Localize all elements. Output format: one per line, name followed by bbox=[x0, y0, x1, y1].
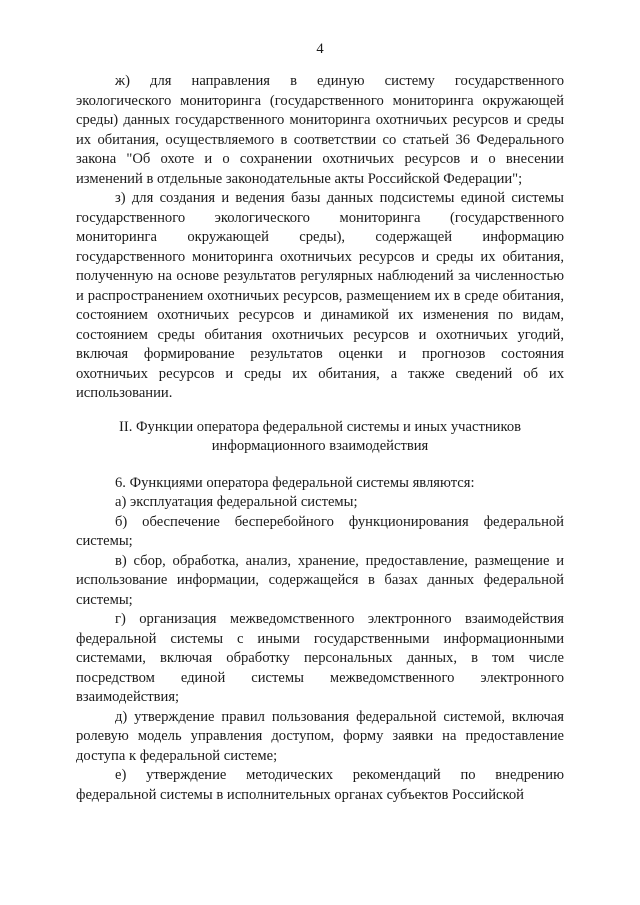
list-item-a: а) эксплуатация федеральной системы; bbox=[115, 494, 358, 510]
list-item-e: е) утверждение методических рекомендаций по внедрению федеральной системы в исполнительных органах субъектов Российской bbox=[76, 767, 564, 803]
paragraph-6: 6. Функциями оператора федеральной системы являются: bbox=[115, 474, 475, 491]
paragraph-z: з) для создания и ведения базы данных подсистемы единой системы государственного экологического мониторинга (государственного мониторинга окружающей среды), содержащей информацию государственного мониторинга охотничьих ресурсов и среды их обитания, полученную на основе результатов регулярных наблюдений за численностью и распространением охотничьих ресурсов, размещением их в среде обитания, состоянием охотничьих ресурсов и динамикой их изменения по видам, состоянием среды обитания охотничьих ресурсов и охотничьих угодий, включая формирование результатов оценки и прогнозов состояния охотничьих ресурсов и среды их обитания, а также сведений об их использовании. bbox=[76, 190, 564, 401]
list-item-b: б) обеспечение бесперебойного функционирования федеральной системы; bbox=[76, 513, 564, 549]
page-number: 4 bbox=[316, 41, 324, 57]
list-item-v: в) сбор, обработка, анализ, хранение, предоставление, размещение и использование информации, содержащейся в базах данных федеральной системы; bbox=[76, 552, 564, 608]
list-item-g: г) организация межведомственного электронного взаимодействия федеральной системы с иными государственными информационными системами, включая обработку персональных данных, в том числе посредством единой системы межведомственного электронного взаимодействия; bbox=[76, 611, 564, 705]
document-body bbox=[76, 72, 564, 805]
list-item-d: д) утверждение правил пользования федеральной системой, включая ролевую модель управления доступом, форму заявки на предоставление доступа к федеральной системе; bbox=[76, 708, 564, 764]
section-heading: II. Функции оператора федеральной системы и иных участников информационного взаимодействия bbox=[118, 418, 522, 454]
paragraph-zh: ж) для направления в единую систему государственного экологического мониторинга (государственного мониторинга окружающей среды) данных государственного мониторинга охотничьих ресурсов и среды их обитания, осуществляемого в соответствии со статьей 36 Федерального закона "Об охоте и о сохранении охотничьих ресурсов и о внесении изменений в отдельные законодательные акты Российской Федерации"; bbox=[76, 73, 564, 187]
